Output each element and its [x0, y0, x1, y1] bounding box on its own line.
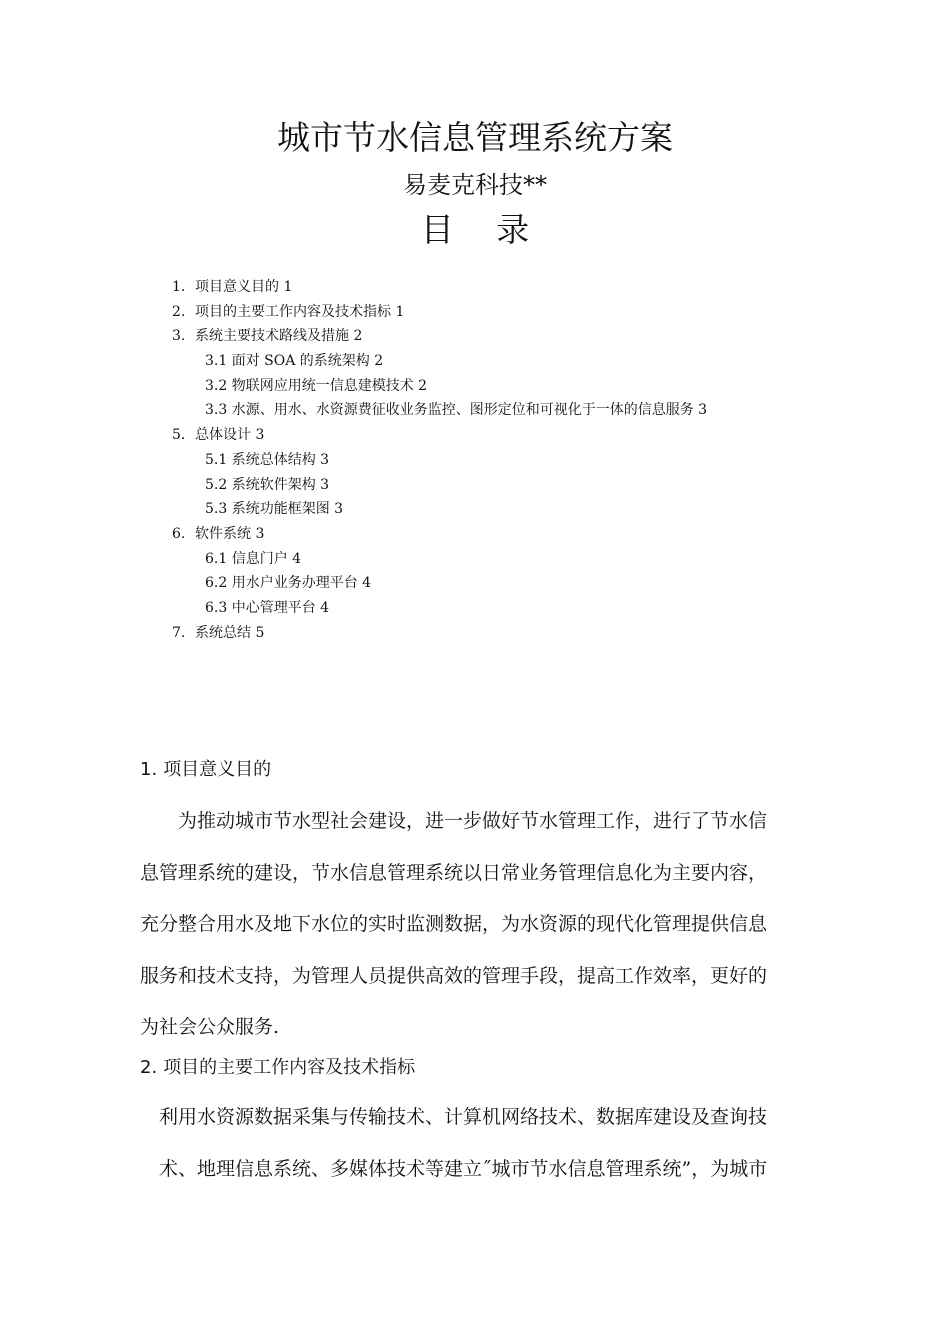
- toc-item[interactable]: [172, 300, 872, 325]
- toc-item[interactable]: [172, 621, 872, 646]
- toc-text: 系统总结 5: [195, 624, 265, 641]
- section-title: 项目意义目的: [163, 759, 272, 780]
- paragraph-line: 为推动城市节水型社会建设，进一步做好节水管理工作，进行了节水信: [140, 810, 768, 832]
- paragraph-line: 利用水资源数据采集与传输技术、计算机网络技术、数据库建设及查询技: [140, 1106, 768, 1128]
- paragraph-line: 息管理系统的建设，节水信息管理系统以日常业务管理信息化为主要内容，: [140, 861, 768, 884]
- toc-number: 2.: [172, 303, 186, 320]
- toc-text: 系统主要技术路线及措施 2: [195, 328, 363, 345]
- toc-text: 5.2 系统软件架构 3: [205, 476, 330, 493]
- toc-text: 软件系统 3: [195, 525, 265, 542]
- section-number: 2.: [140, 1057, 158, 1078]
- toc-text: 6.3 中心管理平台 4: [205, 599, 330, 616]
- toc-number: 6.: [172, 525, 186, 542]
- section-heading: [140, 756, 271, 784]
- section-paragraph: [140, 796, 816, 1054]
- toc-subitem[interactable]: [172, 448, 872, 473]
- table-of-contents: [172, 275, 872, 645]
- toc-subitem[interactable]: [172, 596, 872, 621]
- paragraph-line: 服务和技术支持，为管理人员提供高效的管理手段，提高工作效率，更好的: [140, 964, 768, 987]
- toc-text: 总体设计 3: [195, 427, 265, 444]
- section-title: 项目的主要工作内容及技术指标: [163, 1057, 416, 1078]
- toc-text: 项目的主要工作内容及技术指标 1: [195, 303, 405, 320]
- toc-text: 6.1 信息门户 4: [205, 550, 302, 567]
- toc-heading: 目 录: [420, 210, 546, 249]
- toc-text: 5.3 系统功能框架图 3: [205, 501, 344, 518]
- toc-text: 项目意义目的 1: [195, 279, 293, 295]
- toc-subitem[interactable]: [172, 497, 872, 522]
- toc-item[interactable]: [172, 324, 872, 349]
- toc-text: 5.1 系统总体结构 3: [205, 451, 330, 468]
- section-paragraph: [140, 1092, 816, 1195]
- document-title: 城市节水信息管理系统方案: [277, 118, 673, 157]
- section-heading: [140, 1054, 415, 1082]
- toc-subitem[interactable]: [172, 398, 872, 423]
- toc-subitem[interactable]: [172, 547, 872, 572]
- paragraph-line: 充分整合用水及地下水位的实时监测数据，为水资源的现代化管理提供信息: [140, 913, 768, 935]
- toc-subitem[interactable]: [172, 571, 872, 596]
- toc-number: 7.: [172, 624, 186, 641]
- document-author: 易麦克科技**: [403, 171, 547, 199]
- toc-number: 1.: [172, 279, 186, 295]
- toc-number: 5.: [172, 427, 186, 444]
- section-number: 1.: [140, 759, 158, 780]
- toc-text: 3.1 面对 SOA 的系统架构 2: [205, 353, 384, 370]
- toc-item[interactable]: [172, 522, 872, 547]
- toc-subitem[interactable]: [172, 374, 872, 399]
- paragraph-line: 为社会公众服务.: [140, 1016, 280, 1038]
- paragraph-line: 术、地理信息系统、多媒体技术等建立˝城市节水信息管理系统”，为城市: [140, 1157, 768, 1180]
- toc-subitem[interactable]: [172, 473, 872, 498]
- toc-number: 3.: [172, 328, 186, 345]
- toc-item[interactable]: [172, 423, 872, 448]
- toc-text: 3.3 水源、用水、水资源费征收业务监控、图形定位和可视化于一体的信息服务 3: [205, 402, 708, 419]
- toc-text: 6.2 用水户业务办理平台 4: [205, 575, 372, 592]
- toc-subitem[interactable]: [172, 349, 872, 374]
- toc-item[interactable]: [172, 275, 872, 300]
- toc-text: 3.2 物联网应用统一信息建模技术 2: [205, 377, 428, 394]
